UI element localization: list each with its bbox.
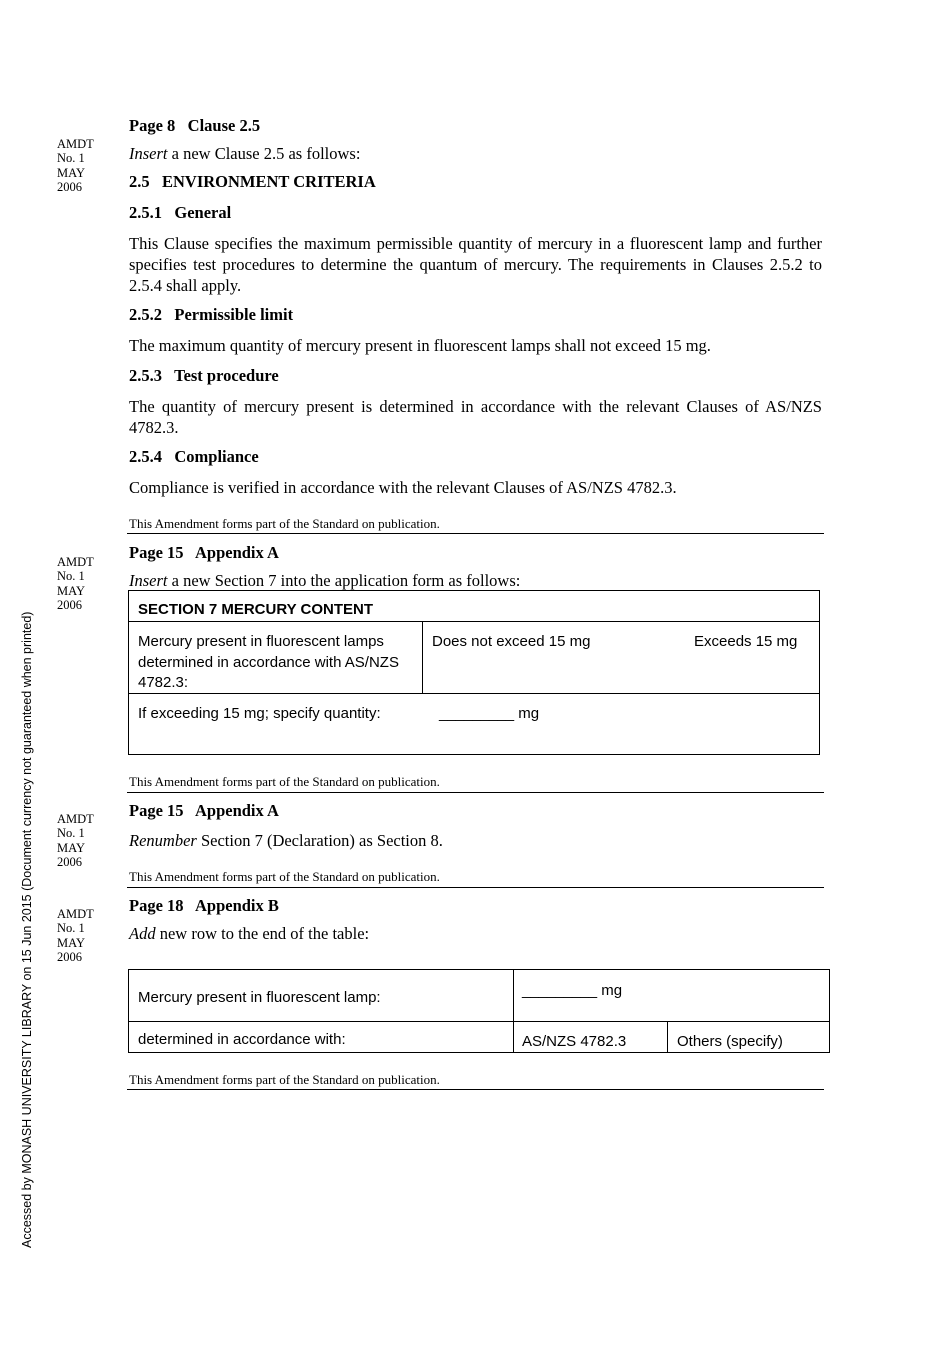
amdt-year: 2006	[57, 597, 82, 612]
instruction-rest: a new Clause 2.5 as follows:	[167, 144, 361, 163]
sub3-text: The quantity of mercury present is determined in accordance with the relevant Clauses of AS/NZS 4782.3.	[129, 397, 822, 437]
table-line	[128, 969, 830, 970]
sub1-text: This Clause specifies the maximum permissible quantity of mercury in a fluorescent lamp and further specifies test procedures to determine the quantum of mercury. The requirements in Clauses 2.5.2 to 2.5.4 shall apply.	[129, 234, 822, 295]
instruction-rest: a new Section 7 into the application form as follows:	[167, 571, 521, 590]
appendixb-determined-label: determined in accordance with:	[138, 1031, 346, 1048]
amdt-month: MAY	[57, 165, 86, 180]
amdt-text: AMDT	[57, 137, 94, 151]
option-exceeds: Exceeds 15 mg	[694, 633, 798, 650]
block1-heading: Page 8 Clause 2.5	[129, 116, 261, 135]
block4-instruction	[129, 923, 822, 944]
table-line	[513, 969, 514, 1053]
mercury-present-label: Mercury present in fluorescent lamps determined in accordance with AS/NZS 4782.3:	[138, 633, 399, 691]
sub4-text: Compliance is verified in accordance with the relevant Clauses of AS/NZS 4782.3.	[129, 478, 677, 497]
amdt-text: AMDT	[57, 555, 94, 569]
access-side-note: Accessed by MONASH UNIVERSITY LIBRARY on 15 Jun 2015 (Document currency not guaranteed when printed)	[20, 611, 34, 1248]
footer-note-2: This Amendment forms part of the Standard on publication.	[129, 774, 440, 789]
sub2-title: 2.5.2 Permissible limit	[129, 305, 294, 324]
sub2-text: The maximum quantity of mercury present in fluorescent lamps shall not exceed 15 mg.	[129, 336, 711, 355]
divider-3	[127, 887, 824, 888]
divider-4	[127, 1089, 824, 1090]
footer-note-1: This Amendment forms part of the Standard on publication.	[129, 516, 440, 531]
table-line	[667, 1021, 668, 1053]
footer-note-3: This Amendment forms part of the Standard on publication.	[129, 869, 440, 884]
appendixb-mercury-label: Mercury present in fluorescent lamp:	[138, 989, 381, 1006]
option-not-exceed: Does not exceed 15 mg	[432, 633, 591, 650]
block2-instruction	[129, 570, 822, 591]
amdt-label-2	[57, 555, 94, 612]
specify-quantity-label: If exceeding 15 mg; specify quantity:	[138, 705, 381, 722]
table-line	[422, 621, 423, 693]
amdt-year: 2006	[57, 949, 82, 964]
specify-quantity-field: _________ mg	[439, 705, 540, 722]
amdt-number: No. 1	[57, 826, 85, 841]
amdt-number: No. 1	[57, 151, 85, 166]
divider-1	[127, 533, 824, 534]
block3-instruction	[129, 830, 822, 851]
amdt-month: MAY	[57, 583, 86, 598]
sub4-title: 2.5.4 Compliance	[129, 447, 259, 466]
amdt-text: AMDT	[57, 907, 94, 921]
table-line	[128, 1021, 830, 1022]
section7-title: SECTION 7 MERCURY CONTENT	[138, 601, 374, 618]
table-line	[128, 621, 820, 622]
amdt-month: MAY	[57, 935, 86, 950]
amdt-text: AMDT	[57, 812, 94, 826]
footer-note-4: This Amendment forms part of the Standard on publication.	[129, 1072, 440, 1087]
clause-title: 2.5 ENVIRONMENT CRITERIA	[129, 172, 376, 191]
instruction-verb: Insert	[129, 144, 168, 163]
sub3-title: 2.5.3 Test procedure	[129, 366, 279, 385]
sub1-title: 2.5.1 General	[129, 203, 232, 222]
instruction-verb: Insert	[129, 571, 168, 590]
amdt-number: No. 1	[57, 921, 85, 936]
instruction-verb: Add	[129, 924, 156, 943]
block4-heading: Page 18 Appendix B	[129, 896, 279, 915]
amdt-label-4	[57, 907, 94, 964]
instruction-verb: Renumber	[129, 831, 197, 850]
block2-heading: Page 15 Appendix A	[129, 543, 279, 562]
amdt-number: No. 1	[57, 569, 85, 584]
amdt-year: 2006	[57, 179, 82, 194]
block3-heading: Page 15 Appendix A	[129, 801, 279, 820]
table-line	[829, 969, 830, 1053]
amdt-year: 2006	[57, 854, 82, 869]
divider-2	[127, 792, 824, 793]
option-others: Others (specify)	[677, 1033, 783, 1050]
table-line	[128, 969, 129, 1053]
amdt-label-3	[57, 812, 94, 869]
block1-instruction	[129, 143, 822, 164]
amdt-month: MAY	[57, 840, 86, 855]
instruction-rest: Section 7 (Declaration) as Section 8.	[196, 831, 443, 850]
option-asnzs: AS/NZS 4782.3	[522, 1033, 627, 1050]
instruction-rest: new row to the end of the table:	[155, 924, 370, 943]
appendixb-mercury-field: _________ mg	[522, 982, 623, 999]
amdt-label-1	[57, 137, 94, 194]
